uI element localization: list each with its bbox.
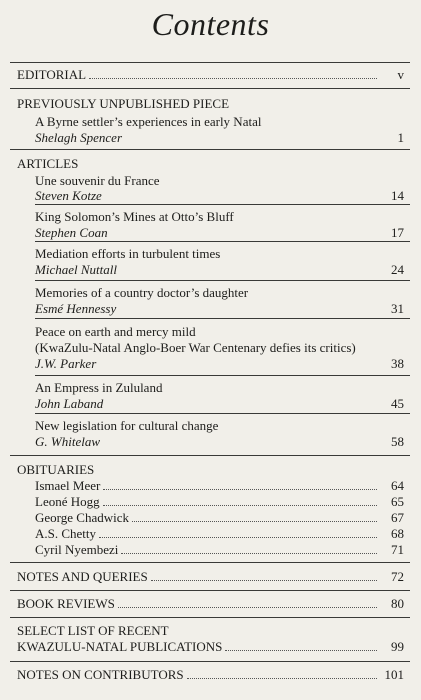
toc-entry-contributors[interactable] bbox=[17, 667, 379, 683]
toc-entry-label: KWAZULU-NATAL PUBLICATIONS bbox=[17, 639, 223, 654]
divider bbox=[10, 562, 410, 563]
section-heading: ARTICLES bbox=[17, 156, 79, 171]
toc-entry-title[interactable]: New legislation for cultural change bbox=[35, 418, 219, 433]
toc-entry-author: J.W. Parker bbox=[35, 356, 97, 371]
toc-entry-title[interactable]: Mediation efforts in turbulent times bbox=[35, 246, 221, 261]
divider bbox=[35, 318, 410, 319]
page-number: 65 bbox=[391, 494, 404, 509]
toc-entry-obituary[interactable] bbox=[35, 510, 379, 526]
page-number: 1 bbox=[397, 130, 404, 145]
toc-entry-author: Esmé Hennessy bbox=[35, 301, 117, 316]
divider bbox=[35, 375, 410, 376]
toc-entry-book-reviews[interactable] bbox=[17, 596, 379, 612]
toc-entry-notes-queries[interactable] bbox=[17, 569, 379, 585]
divider bbox=[35, 280, 410, 281]
dot-leader bbox=[99, 537, 377, 538]
divider bbox=[10, 62, 410, 63]
obituary-name: Leoné Hogg bbox=[35, 494, 100, 509]
page-number: 58 bbox=[391, 434, 404, 449]
divider bbox=[10, 617, 410, 618]
toc-entry-title[interactable]: Memories of a country doctor’s daughter bbox=[35, 285, 249, 300]
page-number: 64 bbox=[391, 478, 404, 493]
divider bbox=[10, 661, 410, 662]
toc-entry-label: NOTES AND QUERIES bbox=[17, 569, 148, 584]
dot-leader bbox=[121, 553, 377, 554]
obituary-name: Cyril Nyembezi bbox=[35, 542, 119, 557]
toc-entry-obituary[interactable] bbox=[35, 526, 379, 542]
toc-entry-author: Steven Kotze bbox=[35, 188, 102, 203]
toc-entry-title[interactable]: A Byrne settler’s experiences in early Natal bbox=[35, 114, 262, 129]
toc-entry-title[interactable]: Peace on earth and mercy mild bbox=[35, 324, 196, 339]
toc-entry-label: EDITORIAL bbox=[17, 67, 87, 82]
toc-entry-editorial[interactable] bbox=[17, 67, 379, 83]
page-number: 80 bbox=[391, 596, 404, 611]
toc-entry-title[interactable]: Une souvenir du France bbox=[35, 173, 160, 188]
toc-entry-obituary[interactable] bbox=[35, 542, 379, 558]
dot-leader bbox=[118, 607, 377, 608]
page-number: 99 bbox=[391, 639, 404, 654]
obituary-name: Ismael Meer bbox=[35, 478, 101, 493]
page-number: 31 bbox=[391, 301, 404, 316]
page-title: Contents bbox=[151, 6, 270, 42]
toc-entry-author: Michael Nuttall bbox=[35, 262, 117, 277]
dot-leader bbox=[103, 489, 377, 490]
page-number: v bbox=[397, 67, 404, 82]
toc-entry-author: Shelagh Spencer bbox=[35, 130, 123, 145]
page-number: 14 bbox=[391, 188, 404, 203]
divider bbox=[10, 88, 410, 89]
obituary-name: A.S. Chetty bbox=[35, 526, 97, 541]
page-number: 72 bbox=[391, 569, 404, 584]
toc-entry-subtitle: (KwaZulu-Natal Anglo-Boer War Centenary defies its critics) bbox=[35, 340, 356, 355]
toc-entry-title[interactable]: An Empress in Zululand bbox=[35, 380, 163, 395]
toc-entry-title[interactable]: King Solomon’s Mines at Otto’s Bluff bbox=[35, 209, 234, 224]
section-heading: OBITUARIES bbox=[17, 462, 95, 477]
toc-entry-author: John Laband bbox=[35, 396, 104, 411]
dot-leader bbox=[187, 678, 377, 679]
obituary-name: George Chadwick bbox=[35, 510, 129, 525]
toc-entry-author: Stephen Coan bbox=[35, 225, 108, 240]
dot-leader bbox=[151, 580, 377, 581]
dot-leader bbox=[225, 650, 377, 651]
page-number: 101 bbox=[384, 667, 404, 682]
page-number: 68 bbox=[391, 526, 404, 541]
toc-entry-label: BOOK REVIEWS bbox=[17, 596, 115, 611]
divider bbox=[35, 413, 410, 414]
dot-leader bbox=[103, 505, 377, 506]
toc-entry-label[interactable]: SELECT LIST OF RECENT bbox=[17, 623, 169, 638]
section-heading: PREVIOUSLY UNPUBLISHED PIECE bbox=[17, 96, 230, 111]
divider bbox=[10, 590, 410, 591]
page-number: 17 bbox=[391, 225, 404, 240]
divider bbox=[35, 241, 410, 242]
toc-entry-author: G. Whitelaw bbox=[35, 434, 100, 449]
toc-entry-obituary[interactable] bbox=[35, 478, 379, 494]
toc-entry-obituary[interactable] bbox=[35, 494, 379, 510]
page-number: 67 bbox=[391, 510, 404, 525]
toc-entry-select-list[interactable] bbox=[17, 639, 379, 655]
divider bbox=[10, 455, 410, 456]
dot-leader bbox=[132, 521, 377, 522]
divider bbox=[10, 149, 410, 150]
page-number: 45 bbox=[391, 396, 404, 411]
toc-entry-label: NOTES ON CONTRIBUTORS bbox=[17, 667, 184, 682]
page-number: 24 bbox=[391, 262, 404, 277]
page-number: 71 bbox=[391, 542, 404, 557]
divider bbox=[35, 204, 410, 205]
dot-leader bbox=[89, 78, 377, 79]
page-number: 38 bbox=[391, 356, 404, 371]
